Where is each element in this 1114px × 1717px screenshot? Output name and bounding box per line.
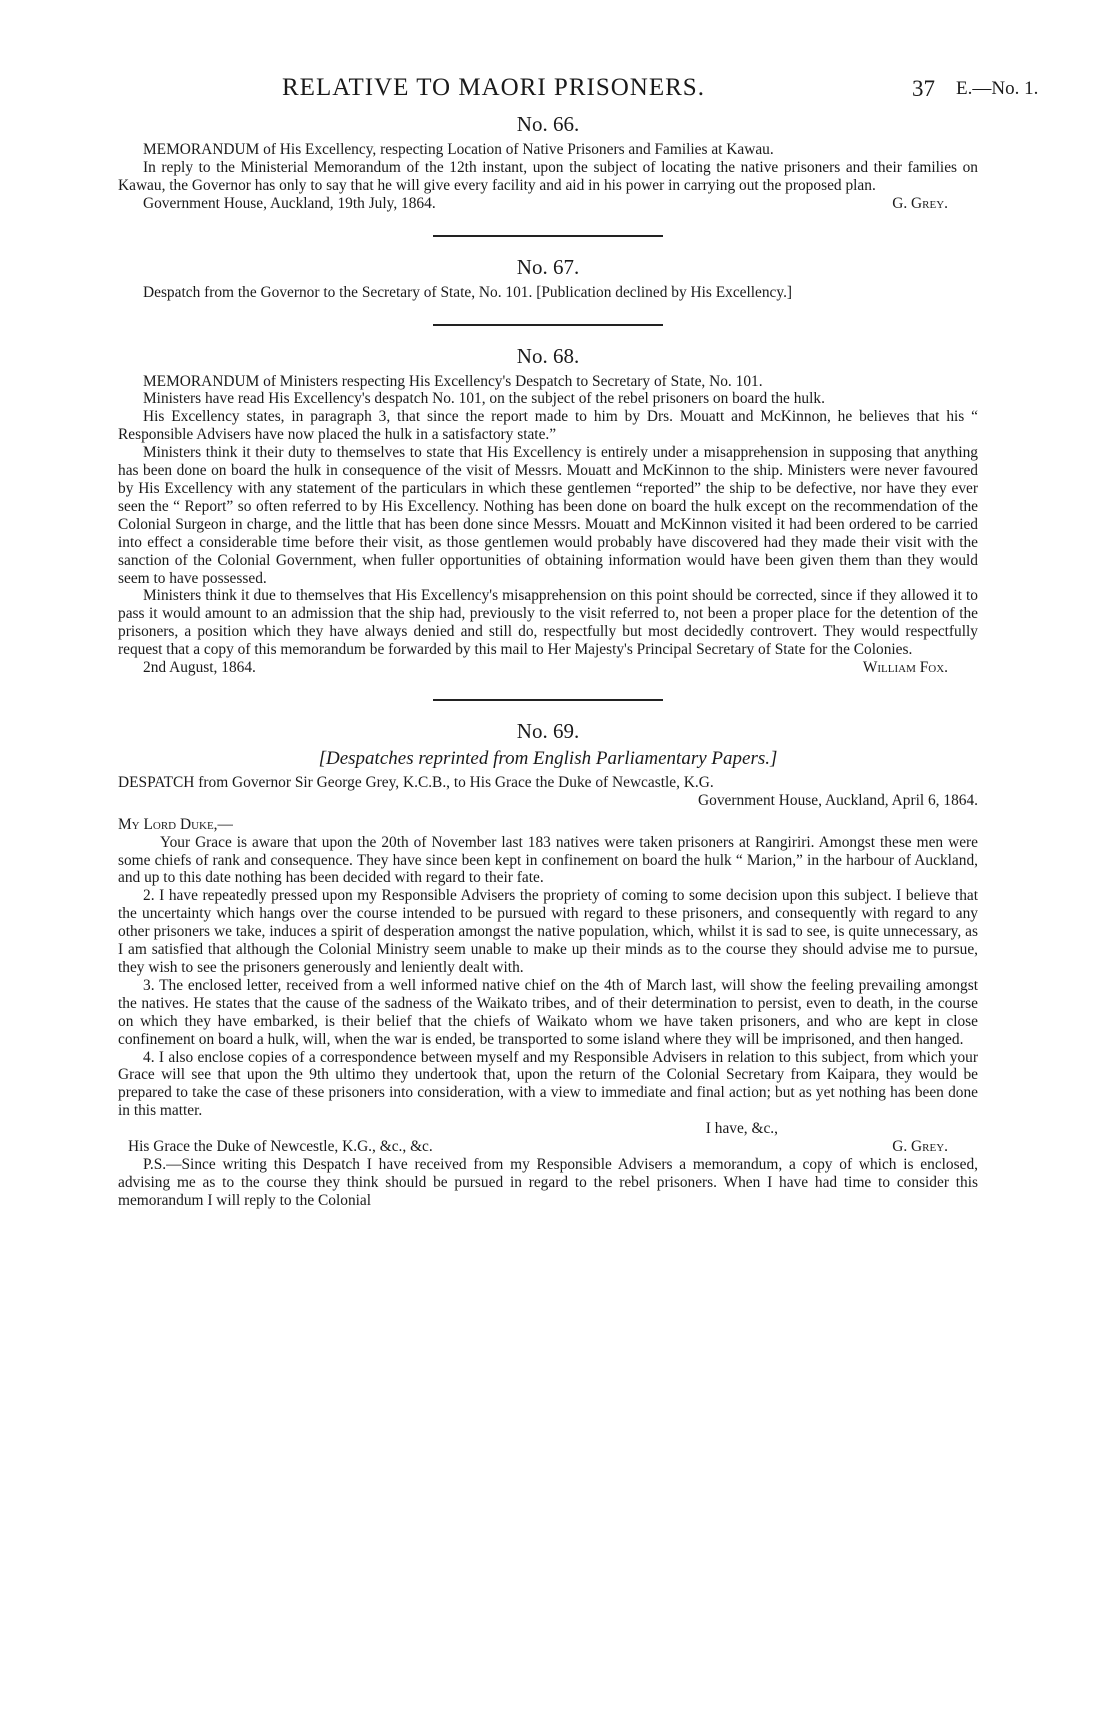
page-number: 37 bbox=[912, 76, 935, 101]
paragraph: Your Grace is aware that upon the 20th of November last 183 natives were taken prisoners at Rangiriri. Amongst these men were some chiefs of rank and consequence. They have since been kept in confinement on board the hulk “ Marion,” in the harbour of Auckland, and up to this date nothing has been decided with regard to their fate. bbox=[118, 833, 978, 887]
section-number: No. 68. bbox=[516, 343, 580, 368]
paragraph: Ministers think it their duty to themselves to state that His Excellency is entirely under a misapprehension in supposing that anything has been done on board the hulk in consequence of the visit of Messrs. Mouatt and McKinnon to the ship. Ministers were never favoured by His Excellency with any statement of the particulars in which these gentlemen “reported” the ship to be defective, nor have they ever seen the “ Report” so often referred to by His Excellency. Nothing has been done on board the hulk except on the recommendation of the Colonial Surgeon in charge, and the little that has been done since Messrs. Mouatt and McKinnon visited it had been ordered to be carried into effect a considerable time before their visit, as those gentlemen would probably have discovered had they made their visit with the sanction of the Colonial Government, when fuller opportunities of obtaining information would have been given them than they would seem to have possessed. bbox=[118, 444, 978, 587]
paragraph: Ministers have read His Excellency's despatch No. 101, on the subject of the rebel prisoners on board the hulk. bbox=[143, 390, 825, 408]
paragraph: 3. The enclosed letter, received from a well informed native chief on the 4th of March last, will show the feeling prevailing amongst the natives. He states that the cause of the sadness of the Waikato tribes, and of their determination to persist, even to death, in the course on which they have embarked, is their belief that the chiefs of Waikato whom we have taken prisoners, and who are kept in close confinement on board a hulk, will, when the war is ended, be transported to some island where they will be imprisoned, and then hanged. bbox=[118, 976, 978, 1048]
signoff bbox=[118, 659, 978, 677]
section-number: No. 67. bbox=[516, 254, 580, 279]
date: 2nd August, 1864. bbox=[143, 659, 256, 677]
signature: G. Grey. bbox=[892, 194, 948, 212]
section-no-67 bbox=[118, 255, 978, 302]
section-number: No. 69. bbox=[516, 718, 580, 743]
paragraph: 4. I also enclose copies of a correspondence between myself and my Responsible Advisers in relation to this subject, from which your Grace will see that upon the 9th ultimo they undertook that, upon the return of the Colonial Secretary from Kaipara, they would be prepared to take the case of these prisoners into consideration, with a view to immediate and final action; but as yet nothing has been done in this matter. bbox=[118, 1048, 978, 1120]
section-heading: MEMORANDUM of Ministers respecting His Excellency's Despatch to Secretary of State, No. 101. bbox=[143, 372, 763, 390]
section-no-66 bbox=[118, 112, 978, 213]
section-no-68 bbox=[118, 344, 978, 677]
running-title: RELATIVE TO MAORI PRISONERS. bbox=[282, 74, 705, 101]
section-divider bbox=[433, 324, 663, 326]
paragraph: In reply to the Ministerial Memorandum of the 12th instant, upon the subject of locating the native prisoners and their families on Kawau, the Governor has only to say that he will give every facility and aid in his power in carrying out the proposed plan. bbox=[118, 158, 978, 194]
section-number: No. 66. bbox=[516, 112, 580, 136]
section-divider bbox=[433, 235, 663, 237]
paragraph: Ministers think it due to themselves that His Excellency's misapprehension on this point should be corrected, since if they allowed it to pass it would amount to an admission that the ship had, previously to the visit referred to, not been a proper place for the detention of the prisoners, a position which they have always denied and still do, respectfully but most decidedly controvert. They would respectfully request that a copy of this memorandum be forwarded by this mail to Her Majesty's Principal Secretary of State for the Colonies. bbox=[118, 587, 978, 659]
signoff bbox=[118, 195, 978, 213]
place-date: Government House, Auckland, April 6, 1864. bbox=[698, 791, 978, 809]
paragraph: Despatch from the Governor to the Secretary of State, No. 101. [Publication declined by His Excellency.] bbox=[143, 283, 793, 301]
place-date: Government House, Auckland, 19th July, 1864. bbox=[143, 194, 436, 212]
paragraph: 2. I have repeatedly pressed upon my Responsible Advisers the propriety of coming to some decision upon this subject. I believe that the uncertainty which hangs over the course intended to be pursued with regard to these prisoners, and consequently with regard to any other prisoners we take, induces a spirit of desperation amongst the native population, which, whilst it is sad to see, is quite unnecessary, as I am satisfied that although the Colonial Ministry seem unable to make up their minds as to the course they should advise me to pursue, they wish to see the prisoners generously and leniently dealt with. bbox=[118, 887, 978, 976]
paper-reference: E.—No. 1. bbox=[956, 78, 1039, 99]
section-heading: DESPATCH from Governor Sir George Grey, K.C.B., to His Grace the Duke of Newcastle, K.G. bbox=[118, 773, 714, 791]
signature: William Fox. bbox=[862, 659, 948, 677]
section-divider bbox=[433, 699, 663, 701]
section-heading: MEMORANDUM of His Excellency, respecting Location of Native Prisoners and Families at Kawau. bbox=[143, 141, 774, 158]
signature: G. Grey. bbox=[892, 1138, 948, 1156]
salutation: My Lord Duke,— bbox=[118, 815, 233, 833]
addressee: His Grace the Duke of Newcestle, K.G., &c., &c. bbox=[128, 1138, 433, 1156]
paragraph: His Excellency states, in paragraph 3, that since the report made to him by Drs. Mouatt and McKinnon, he believes that his “ Responsible Advisers have now placed the hulk in a satisfactory state.” bbox=[118, 408, 978, 444]
postscript: P.S.—Since writing this Despatch I have received from my Responsible Advisers a memorandum, a copy of which is enclosed, advising me as to the course they think should be pursued in regard to the rebel prisoners. When I have had time to consider this memorandum I will reply to the Colonial bbox=[118, 1155, 978, 1209]
closing: I have, &c., bbox=[705, 1120, 778, 1138]
page-header bbox=[118, 0, 1039, 112]
section-no-69 bbox=[118, 719, 978, 1210]
reprint-note: [Despatches reprinted from English Parliamentary Papers.] bbox=[318, 747, 778, 769]
signoff bbox=[118, 1138, 978, 1156]
